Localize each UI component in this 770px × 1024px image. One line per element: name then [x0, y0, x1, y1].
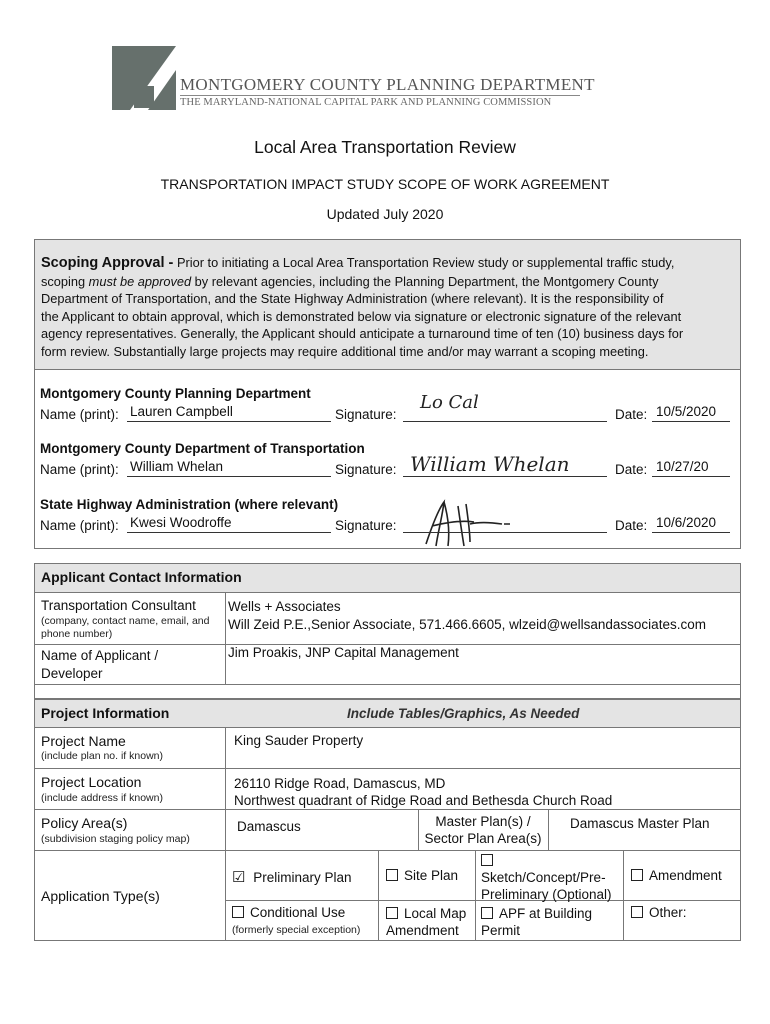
applicant-value[interactable]: Jim Proakis, JNP Capital Management	[228, 645, 459, 660]
name-field-sha[interactable]: Kwesi Woodroffe	[130, 515, 232, 530]
page-subtitle: TRANSPORTATION IMPACT STUDY SCOPE OF WORK AGREEMENT	[160, 176, 610, 192]
org-sub: THE MARYLAND-NATIONAL CAPITAL PARK AND PLANNING COMMISSION	[180, 97, 552, 108]
page-title: Local Area Transportation Review	[254, 137, 516, 157]
date-field-planning[interactable]: 10/5/2020	[656, 404, 717, 419]
master-plan-label: Master Plan(s) / Sector Plan Area(s)	[424, 814, 542, 846]
date-field-transportation[interactable]: 10/27/20	[656, 459, 709, 474]
name-label: Name (print):	[40, 518, 119, 533]
scoping-line: Prior to initiating a Local Area Transportation Review study or supplemental traffic study,	[173, 255, 675, 270]
option-local-map-amendment[interactable]	[386, 905, 474, 939]
policy-area-value[interactable]: Damascus	[237, 819, 301, 834]
consultant-hint: (company, contact name, email, and phone number)	[41, 615, 210, 640]
scoping-line: scoping	[41, 273, 89, 289]
scoping-line: form review. Substantially large projects may require additional time and/or may warrant a scoping meeting.	[41, 343, 649, 359]
option-label: Amendment	[649, 868, 722, 883]
policy-area-hint: (subdivision staging policy map)	[41, 833, 190, 845]
signature-label: Signature:	[335, 407, 397, 422]
consultant-line1[interactable]: Wells + Associates	[228, 599, 341, 614]
org-name: MONTGOMERY COUNTY PLANNING DEPARTMENT	[180, 75, 595, 94]
option-label: Conditional Use	[250, 905, 346, 920]
consultant-label: Transportation Consultant	[41, 598, 196, 613]
scoping-line: agency representatives. Generally, the Applicant should anticipate a turnaround time of ten (10) business days for	[41, 326, 684, 342]
project-heading: Project Information	[41, 705, 170, 721]
checkbox-checked-icon[interactable]: ☑	[232, 869, 246, 886]
option-preliminary-plan[interactable]	[232, 868, 352, 886]
agency-transportation: Montgomery County Department of Transportation	[40, 441, 365, 456]
scoping-heading: Scoping Approval -	[41, 255, 174, 271]
applicant-heading: Applicant Contact Information	[41, 569, 242, 585]
checkbox-icon[interactable]	[386, 907, 398, 919]
name-field-planning[interactable]: Lauren Campbell	[130, 404, 233, 419]
date-label: Date:	[615, 407, 648, 422]
signature-transportation[interactable]: William Whelan	[410, 452, 570, 476]
application-type-label: Application Type(s)	[41, 888, 160, 904]
agency-sha: State Highway Administration (where relevant)	[40, 497, 339, 512]
signature-sha[interactable]	[418, 496, 518, 555]
checkbox-icon[interactable]	[481, 907, 493, 919]
option-apf[interactable]	[481, 905, 621, 939]
checkbox-icon[interactable]	[386, 869, 398, 881]
scoping-line: by relevant agencies, including the Planning Department, the Montgomery County	[191, 273, 659, 289]
signature-label: Signature:	[335, 462, 397, 477]
agency-planning: Montgomery County Planning Department	[40, 386, 311, 401]
date-field-sha[interactable]: 10/6/2020	[656, 515, 717, 530]
scoping-emphasis: must be approved	[88, 273, 192, 289]
option-label: Sketch/Concept/Pre-Preliminary (Optional)	[481, 870, 612, 902]
logo	[112, 46, 176, 110]
project-location-line1[interactable]: 26110 Ridge Road, Damascus, MD	[234, 776, 446, 791]
project-location-label: Project Location	[41, 774, 142, 790]
logo-mark	[112, 46, 176, 110]
option-label: Preliminary Plan	[253, 870, 352, 885]
option-site-plan[interactable]	[386, 868, 458, 883]
project-location-hint: (include address if known)	[41, 792, 163, 804]
option-label: Other:	[649, 905, 687, 920]
project-name-label: Project Name	[41, 733, 126, 749]
date-label: Date:	[615, 462, 648, 477]
option-other[interactable]	[631, 905, 687, 920]
checkbox-icon[interactable]	[631, 906, 643, 918]
option-label: Site Plan	[404, 868, 459, 883]
option-label: Local Map Amendment	[386, 906, 467, 938]
scoping-line: the Applicant to obtain approval, which is demonstrated below via signature or electronic signature of the relevant	[41, 308, 682, 324]
consultant-line2[interactable]: Will Zeid P.E.,Senior Associate, 571.466.6605, wlzeid@wellsandassociates.com	[228, 617, 706, 632]
master-plan-value[interactable]: Damascus Master Plan	[570, 816, 710, 831]
logo-divider	[180, 95, 580, 96]
project-note: Include Tables/Graphics, As Needed	[347, 706, 580, 721]
updated-date: Updated July 2020	[326, 206, 444, 222]
project-location-line2[interactable]: Northwest quadrant of Ridge Road and Bethesda Church Road	[234, 793, 613, 808]
option-amendment[interactable]	[631, 868, 722, 883]
name-label: Name (print):	[40, 462, 119, 477]
scoping-line: Department of Transportation, and the State Highway Administration (where relevant). It is the responsibility of	[41, 291, 664, 307]
date-label: Date:	[615, 518, 648, 533]
policy-area-label: Policy Area(s)	[41, 815, 128, 831]
project-name-hint: (include plan no. if known)	[41, 750, 163, 762]
name-field-transportation[interactable]: William Whelan	[130, 459, 224, 474]
checkbox-icon[interactable]	[481, 854, 493, 866]
option-sketch[interactable]	[481, 852, 621, 903]
conditional-use-hint: (formerly special exception)	[232, 924, 361, 936]
checkbox-icon[interactable]	[631, 869, 643, 881]
signature-label: Signature:	[335, 518, 397, 533]
signature-sha-drawing	[418, 496, 518, 550]
checkbox-icon[interactable]	[232, 906, 244, 918]
option-label: APF at Building Permit	[481, 906, 593, 938]
project-name-value[interactable]: King Sauder Property	[234, 733, 364, 748]
signature-planning[interactable]: Lo Cal	[420, 392, 479, 413]
scoping-text	[41, 254, 741, 361]
name-label: Name (print):	[40, 407, 119, 422]
applicant-label: Name of Applicant / Developer	[41, 648, 159, 681]
option-conditional-use[interactable]	[232, 905, 345, 920]
